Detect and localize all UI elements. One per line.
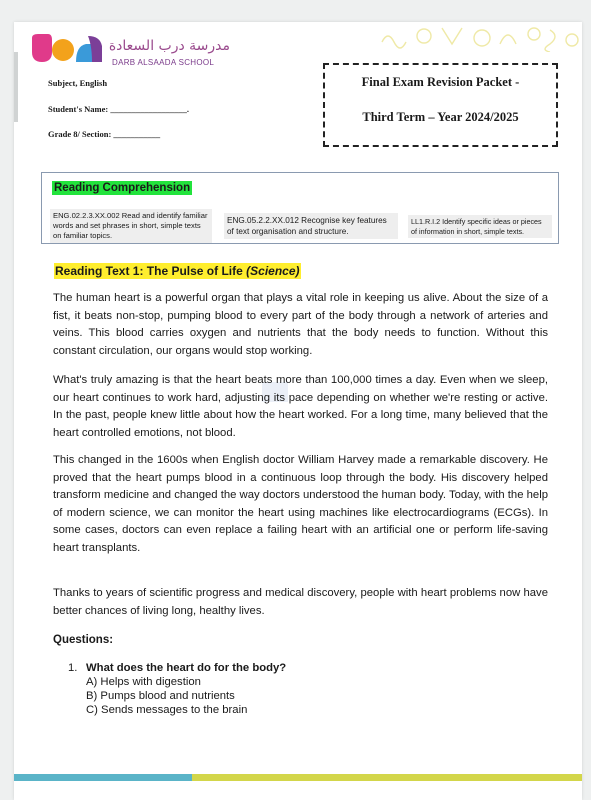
question-number: 1. [68, 662, 78, 674]
standard-item: ENG.05.2.2.XX.012 Recognise key features of text organisation and structure. [224, 213, 398, 239]
scrollbar-thumb[interactable] [14, 52, 18, 122]
grade-section-field: Grade 8/ Section: ___________ [48, 129, 161, 139]
logo-mark-icon [30, 32, 110, 66]
answer-option-c[interactable]: C) Sends messages to the brain [86, 704, 248, 716]
subject-label: Subject, English [48, 78, 108, 88]
document-page [14, 22, 582, 800]
school-name-arabic: مدرسة درب السعادة [108, 38, 230, 54]
school-name-english: DARB ALSAADA SCHOOL [112, 58, 215, 67]
reading-text-title [54, 263, 301, 279]
questions-heading: Questions: [53, 634, 114, 646]
standard-item: ENG.02.2.3.XX.002 Read and identify familiar words and set phrases in short, simple texts on familiar topics. [50, 209, 212, 243]
answer-option-a[interactable]: A) Helps with digestion [86, 676, 201, 688]
question-text: What does the heart do for the body? [86, 662, 287, 674]
reading-paragraph: What's truly amazing is that the heart beats more than 100,000 times a day. Even when we sleep, our heart continues to work hard, adjusting its pace depending on whether we're resting or active. In the past, people knew little about how the heart worked. For a long time, many believed that the heart controlled emotions, not blood. [53, 374, 548, 439]
exam-title-box [323, 63, 558, 147]
school-logo [30, 32, 230, 74]
exam-title-line1: Final Exam Revision Packet - [361, 75, 520, 89]
reading-paragraph: This changed in the 1600s when English doctor William Harvey made a remarkable discovery. He proved that the heart pumps blood in a continuous loop through the body. His discovery helped transform medicine and changed the way doctors understood the human body. Today, with the help of modern science, we can monitor the heart using machines like electrocardiograms (ECGs). In some cases, doctors can even replace a failing heart with an artificial one or perform life-saving heart transplants. [53, 454, 548, 554]
reading-comprehension-box [41, 172, 559, 244]
student-name-field: Student's Name: __________________. [48, 104, 189, 114]
reading-paragraph: Thanks to years of scientific progress and medical discovery, people with heart problems now have better chances of living long, healthy lives. [53, 587, 548, 617]
footer-bar-right [192, 774, 582, 781]
reading-paragraph: The human heart is a powerful organ that plays a vital role in keeping us alive. About the size of a fist, it beats non-stop, pumping blood to every part of the body through a network of arteries and veins. This blood carries oxygen and nutrients that the body needs to function. Without this constant circulation, our organs would stop working. [53, 292, 548, 357]
footer-bar-left [14, 774, 192, 781]
standard-item: LL1.R.I.2 Identify specific ideas or pieces of information in short, simple texts. [408, 215, 552, 238]
decorative-doodles-icon [372, 22, 582, 52]
reading-text-subject: (Science) [246, 264, 300, 278]
answer-option-b[interactable]: B) Pumps blood and nutrients [86, 690, 235, 702]
reading-comprehension-title: Reading Comprehension [54, 182, 191, 194]
exam-title-line2: Third Term – Year 2024/2025 [362, 110, 519, 124]
reading-text-title-main: Reading Text 1: The Pulse of Life [55, 264, 243, 278]
